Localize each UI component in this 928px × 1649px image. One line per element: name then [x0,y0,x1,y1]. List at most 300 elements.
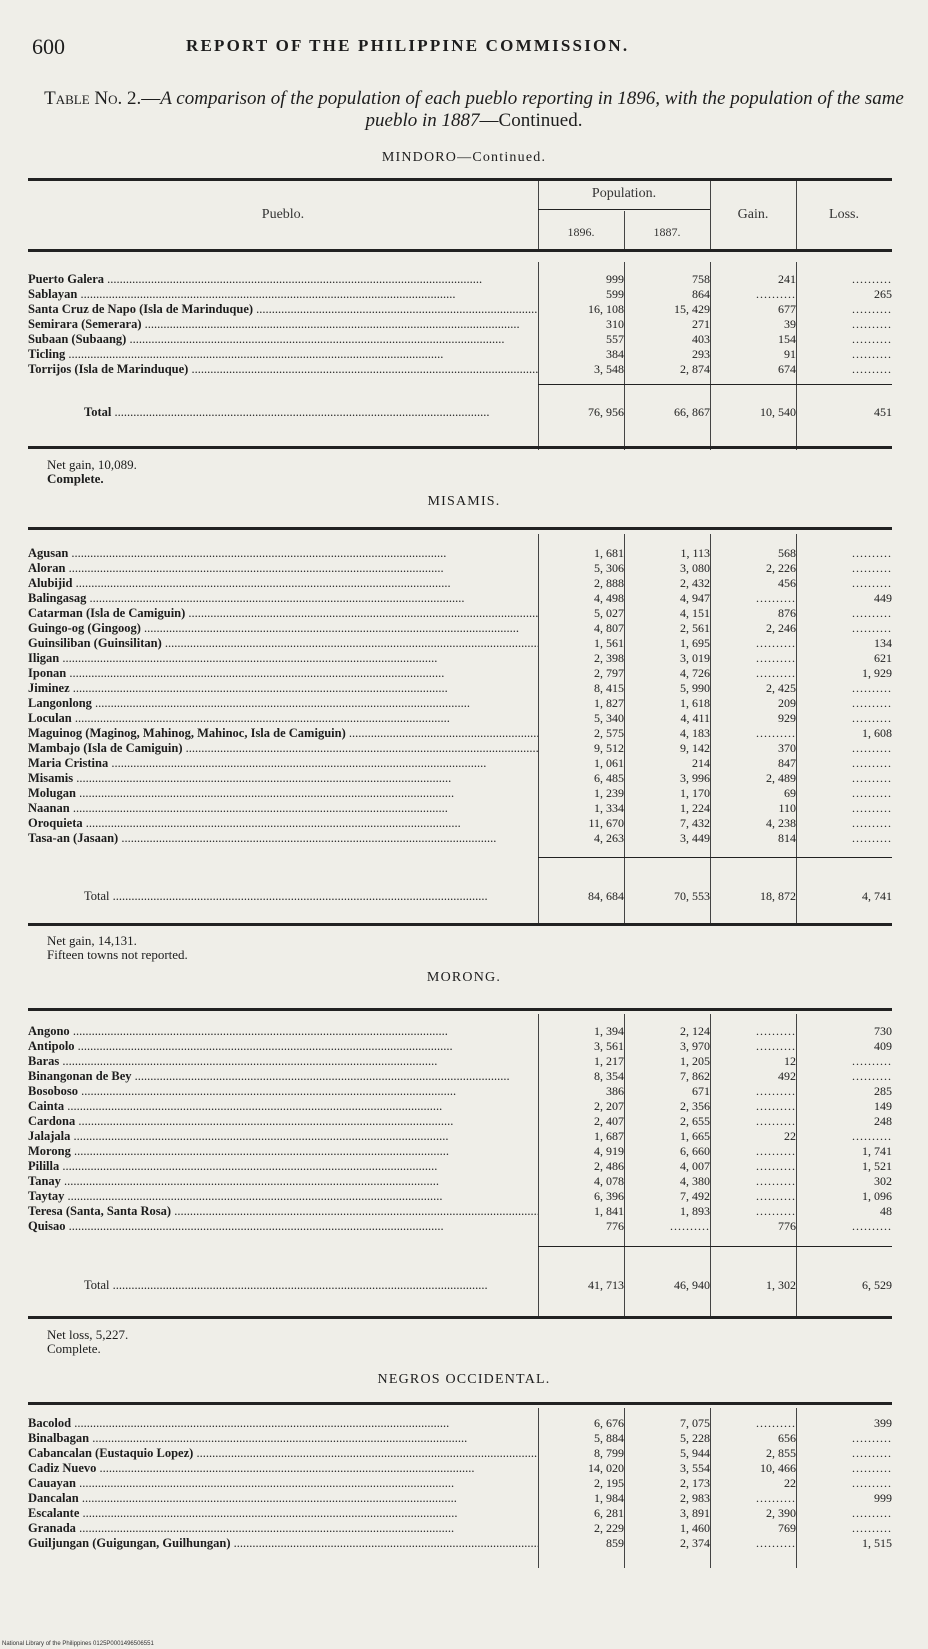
table-row [28,786,892,801]
table-row [28,347,892,362]
total-gain: 18, 872 [760,889,796,903]
population-1887: 271 [692,317,710,331]
population-1896: 1, 217 [594,1054,624,1068]
table-row [28,1024,892,1039]
pueblo-name: Agusan ..... [28,546,538,561]
gain-value: 209 [778,696,796,710]
population-1887: 1, 893 [680,1204,710,1218]
table-row [28,621,892,636]
pueblo-name: Ticling ..... [28,347,538,362]
table-row [28,1536,892,1551]
table-row [28,1446,892,1461]
population-1896: 4, 919 [594,1144,624,1158]
population-1887 [624,1219,710,1234]
table-row [28,272,892,287]
gain-value: 929 [778,711,796,725]
gain-value: 674 [778,362,796,376]
section-top-rule [28,527,892,530]
population-1887: 1, 170 [680,786,710,800]
table-row [28,1144,892,1159]
population-1896: 2, 888 [594,576,624,590]
loss-value: 1, 608 [862,726,892,740]
pueblo-name: Langonlong ..... [28,696,538,711]
pueblo-name: Iponan ..... [28,666,538,681]
population-1896: 1, 061 [594,756,624,770]
gain-value: 568 [778,546,796,560]
population-1887: 4, 726 [680,666,710,680]
total-label: Total ..... [84,887,538,905]
gain-value: 2, 425 [766,681,796,695]
population-1887: 4, 007 [680,1159,710,1173]
table-row [28,1069,892,1084]
population-1887: 1, 460 [680,1521,710,1535]
population-1887: 5, 944 [680,1446,710,1460]
total-row [28,1276,892,1294]
gain-value: 4, 238 [766,816,796,830]
total-rule [538,384,892,385]
loss-value [796,347,892,362]
table-description: A comparison of the population of each pueblo reporting in 1896, with the population of the same pueblo in 1887 [160,88,904,131]
population-1887: 3, 080 [680,561,710,575]
gain-value [710,636,796,651]
table-row [28,1174,892,1189]
pueblo-name: Molugan ..... [28,786,538,801]
population-1896: 1, 681 [594,546,624,560]
table-row [28,1219,892,1234]
table-row [28,362,892,377]
loss-value: 1, 521 [862,1159,892,1173]
pueblo-name: Iligan ..... [28,651,538,666]
table-row [28,1521,892,1536]
gain-value: 241 [778,272,796,286]
gain-value [710,287,796,302]
table-row [28,591,892,606]
population-1896: 2, 229 [594,1521,624,1535]
section-title-misamis: MISAMIS. [427,494,501,509]
loss-value: 248 [874,1114,892,1128]
table-row [28,726,892,741]
table-row [28,1506,892,1521]
population-1887: 2, 432 [680,576,710,590]
population-1887: 293 [692,347,710,361]
section-title-mindoro: MINDORO—Continued. [381,150,547,165]
pueblo-name: Cainta ..... [28,1099,538,1114]
gain-value: 22 [784,1476,796,1490]
population-1887: 4, 183 [680,726,710,740]
loss-value: 1, 929 [862,666,892,680]
population-1896: 3, 561 [594,1039,624,1053]
population-1887: 3, 970 [680,1039,710,1053]
loss-value [796,771,892,786]
population-1896: 8, 415 [594,681,624,695]
pueblo-name: Jiminez ..... [28,681,538,696]
population-1896: 4, 263 [594,831,624,845]
population-1887: 2, 983 [680,1491,710,1505]
total-1896: 41, 713 [588,1278,624,1292]
table-row [28,1084,892,1099]
pueblo-name: Loculan ..... [28,711,538,726]
population-1896: 384 [606,347,624,361]
loss-value [796,681,892,696]
library-imprint: National Library of the Philippines 0125P0001496506551 [2,1641,154,1647]
pueblo-name: Maria Cristina ..... [28,756,538,771]
population-1887: 6, 660 [680,1144,710,1158]
population-1887: 3, 996 [680,771,710,785]
pueblo-name: Teresa (Santa, Santa Rosa) ..... [28,1204,538,1219]
total-rule [538,1246,892,1247]
total-row [28,403,892,421]
loss-value: 302 [874,1174,892,1188]
pueblo-name: Pililla ..... [28,1159,538,1174]
pueblo-name: Dancalan ..... [28,1491,538,1506]
loss-column-header: Loss. [829,207,859,222]
population-1896: 1, 984 [594,1491,624,1505]
table-row [28,1416,892,1431]
population-1887: 2, 874 [680,362,710,376]
population-1887: 15, 429 [674,302,710,316]
population-1896: 5, 340 [594,711,624,725]
population-1896: 1, 334 [594,801,624,815]
population-1887: 9, 142 [680,741,710,755]
net-change-note: Net gain, 14,131. [47,933,137,948]
total-row [28,887,892,905]
net-change-note: Net loss, 5,227. [47,1327,129,1342]
population-1896: 4, 807 [594,621,624,635]
total-1896: 84, 684 [588,889,624,903]
population-1887: 2, 356 [680,1099,710,1113]
loss-value: 134 [874,636,892,650]
loss-value [796,546,892,561]
pueblo-name: Bosoboso ..... [28,1084,538,1099]
table-row [28,317,892,332]
gain-value: 22 [784,1129,796,1143]
loss-value: 399 [874,1416,892,1430]
pueblo-name: Semirara (Semerara) ..... [28,317,538,332]
population-1896: 2, 575 [594,726,624,740]
population-1887: 403 [692,332,710,346]
gain-value: 12 [784,1054,796,1068]
population-1887: 4, 151 [680,606,710,620]
population-1896: 557 [606,332,624,346]
loss-value [796,332,892,347]
loss-value [796,302,892,317]
pueblo-name: Aloran ..... [28,561,538,576]
loss-value [796,1506,892,1521]
table-row [28,831,892,846]
population-1887: 7, 075 [680,1416,710,1430]
gain-value: 2, 226 [766,561,796,575]
population-underline [538,209,710,210]
total-loss: 4, 741 [862,889,892,903]
population-1896: 386 [606,1084,624,1098]
total-gain: 10, 540 [760,405,796,419]
pueblo-name: Naanan ..... [28,801,538,816]
table-row [28,1039,892,1054]
table-row [28,1461,892,1476]
gain-value [710,651,796,666]
table-row [28,1099,892,1114]
table-row [28,771,892,786]
population-1896: 4, 078 [594,1174,624,1188]
gain-value: 154 [778,332,796,346]
loss-value [796,576,892,591]
population-1896: 2, 207 [594,1099,624,1113]
gain-value [710,1159,796,1174]
loss-value [796,1054,892,1069]
gain-value: 769 [778,1521,796,1535]
table-row [28,696,892,711]
population-1887: 4, 947 [680,591,710,605]
table-row [28,1491,892,1506]
table-row [28,741,892,756]
population-1896: 1, 239 [594,786,624,800]
table-row [28,1431,892,1446]
loss-value [796,756,892,771]
loss-value [796,1446,892,1461]
pueblo-name: Tasa-an (Jasaan) ..... [28,831,538,846]
population-1887: 2, 561 [680,621,710,635]
gain-value: 776 [778,1219,796,1233]
gain-value [710,726,796,741]
loss-value [796,741,892,756]
gain-value [710,1024,796,1039]
table-row [28,1204,892,1219]
population-1896: 1, 841 [594,1204,624,1218]
loss-value: 1, 515 [862,1536,892,1550]
population-1887: 3, 449 [680,831,710,845]
population-1896: 6, 281 [594,1506,624,1520]
pueblo-name: Sablayan ..... [28,287,538,302]
loss-value [796,1476,892,1491]
population-1887: 1, 224 [680,801,710,815]
population-1887: 1, 113 [680,546,710,560]
running-head [32,34,888,64]
gain-value: 2, 855 [766,1446,796,1460]
loss-value: 1, 741 [862,1144,892,1158]
table-row [28,561,892,576]
loss-value [796,561,892,576]
total-loss: 451 [874,405,892,419]
population-1896: 2, 398 [594,651,624,665]
pueblo-name: Santa Cruz de Napo (Isla de Marinduque) ..... [28,302,538,317]
gain-value [710,1204,796,1219]
loss-value [796,606,892,621]
table-row [28,576,892,591]
table-row [28,681,892,696]
table-row [28,711,892,726]
population-1887: 7, 862 [680,1069,710,1083]
pueblo-name: Jalajala ..... [28,1129,538,1144]
population-column-header: Population. [591,186,657,201]
population-1887: 4, 411 [680,711,710,725]
gain-value: 677 [778,302,796,316]
total-label: Total ..... [84,1276,538,1294]
total-rule [538,857,892,858]
population-1887: 3, 891 [680,1506,710,1520]
population-1887: 3, 019 [680,651,710,665]
pueblo-name: Misamis ..... [28,771,538,786]
population-1896: 310 [606,317,624,331]
population-1896: 1, 687 [594,1129,624,1143]
population-1896: 1, 827 [594,696,624,710]
pueblo-name: Mambajo (Isla de Camiguin) ..... [28,741,538,756]
completeness-note: Complete. [47,1341,101,1356]
loss-value [796,816,892,831]
population-1887: 7, 432 [680,816,710,830]
population-1896: 999 [606,272,624,286]
gain-value [710,1189,796,1204]
pueblo-name: Torrijos (Isla de Marinduque) ..... [28,362,538,377]
population-1896: 1, 561 [594,636,624,650]
population-1896: 1, 394 [594,1024,624,1038]
loss-value [796,1219,892,1234]
section-title-morong: MORONG. [426,970,502,985]
pueblo-name: Bacolod ..... [28,1416,538,1431]
pueblo-name: Cadiz Nuevo ..... [28,1461,538,1476]
completeness-note: Complete. [47,471,104,486]
loss-value [796,696,892,711]
population-1896: 8, 354 [594,1069,624,1083]
table-row [28,651,892,666]
population-1887: 1, 205 [680,1054,710,1068]
population-1896: 599 [606,287,624,301]
pueblo-name: Puerto Galera ..... [28,272,538,287]
population-1896: 6, 396 [594,1189,624,1203]
table-row [28,756,892,771]
gain-value: 10, 466 [760,1461,796,1475]
gain-value: 370 [778,741,796,755]
section-top-rule [28,1402,892,1405]
page-number: 600 [32,34,65,59]
gain-value [710,591,796,606]
pueblo-name: Taytay ..... [28,1189,538,1204]
population-1887: 1, 695 [680,636,710,650]
population-1896: 6, 485 [594,771,624,785]
population-1896: 3, 548 [594,362,624,376]
loss-value: 730 [874,1024,892,1038]
table-row [28,546,892,561]
loss-value [796,1129,892,1144]
gain-value: 91 [784,347,796,361]
header-top-rule [28,178,892,181]
population-1896: 2, 407 [594,1114,624,1128]
loss-value: 285 [874,1084,892,1098]
gain-value: 847 [778,756,796,770]
population-1887: 214 [692,756,710,770]
loss-value [796,272,892,287]
table-row [28,666,892,681]
section-end-rule [28,446,892,449]
population-1887: 1, 665 [680,1129,710,1143]
gain-value: 492 [778,1069,796,1083]
population-1887: 4, 380 [680,1174,710,1188]
population-1887: 671 [692,1084,710,1098]
population-1887: 2, 124 [680,1024,710,1038]
section-top-rule [28,1008,892,1011]
pueblo-name: Cabancalan (Eustaquio Lopez) ..... [28,1446,538,1461]
loss-value [796,801,892,816]
total-1887: 66, 867 [674,405,710,419]
year-1896-header: 1896. [567,225,595,239]
population-1896: 16, 108 [588,302,624,316]
table-row [28,287,892,302]
loss-value: 449 [874,591,892,605]
completeness-note: Fifteen towns not reported. [47,947,188,962]
pueblo-name: Baras ..... [28,1054,538,1069]
population-1896: 2, 797 [594,666,624,680]
pueblo-name: Angono ..... [28,1024,538,1039]
gain-value: 2, 246 [766,621,796,635]
pueblo-name: Guingo-og (Gingoog) ..... [28,621,538,636]
pueblo-name: Catarman (Isla de Camiguin) ..... [28,606,538,621]
total-loss: 6, 529 [862,1278,892,1292]
loss-value: 48 [880,1204,892,1218]
report-title: REPORT OF THE PHILIPPINE COMMISSION. [186,36,630,55]
population-1896: 859 [606,1536,624,1550]
gain-value [710,1174,796,1189]
table-row [28,801,892,816]
net-change-note: Net gain, 10,089. [47,457,137,472]
total-1887: 70, 553 [674,889,710,903]
pueblo-name: Antipolo ..... [28,1039,538,1054]
loss-value [796,1431,892,1446]
pueblo-name: Guiljungan (Guigungan, Guilhungan) ..... [28,1536,538,1551]
pueblo-name: Cauayan ..... [28,1476,538,1491]
gain-value: 2, 489 [766,771,796,785]
gain-value: 69 [784,786,796,800]
pueblo-name: Morong ..... [28,1144,538,1159]
gain-column-header: Gain. [737,207,769,222]
table-row [28,332,892,347]
population-1887: 864 [692,287,710,301]
population-1887: 7, 492 [680,1189,710,1203]
gain-value [710,666,796,681]
pueblo-name: Tanay ..... [28,1174,538,1189]
loss-value [796,362,892,377]
population-1887: 758 [692,272,710,286]
header-bottom-rule [28,249,892,252]
pueblo-column-header: Pueblo. [261,207,305,222]
population-1896: 2, 195 [594,1476,624,1490]
table-row [28,1189,892,1204]
section-title-negros-occidental: NEGROS OCCIDENTAL. [377,1372,551,1387]
table-row [28,636,892,651]
population-1887: 3, 554 [680,1461,710,1475]
table-row [28,302,892,317]
population-1896: 5, 884 [594,1431,624,1445]
loss-value [796,1521,892,1536]
table-row [28,1476,892,1491]
gain-value [710,1536,796,1551]
population-1896: 14, 020 [588,1461,624,1475]
population-1896: 4, 498 [594,591,624,605]
loss-value [796,711,892,726]
loss-value [796,1069,892,1084]
population-1887: 2, 374 [680,1536,710,1550]
total-1896: 76, 956 [588,405,624,419]
table-continued: —Continued. [479,110,583,131]
loss-value [796,621,892,636]
table-row [28,606,892,621]
population-1896: 9, 512 [594,741,624,755]
population-1887: 2, 173 [680,1476,710,1490]
population-1896: 11, 670 [588,816,624,830]
loss-value [796,1461,892,1476]
gain-value [710,1114,796,1129]
gain-value: 656 [778,1431,796,1445]
total-gain: 1, 302 [766,1278,796,1292]
gain-value: 110 [778,801,796,815]
